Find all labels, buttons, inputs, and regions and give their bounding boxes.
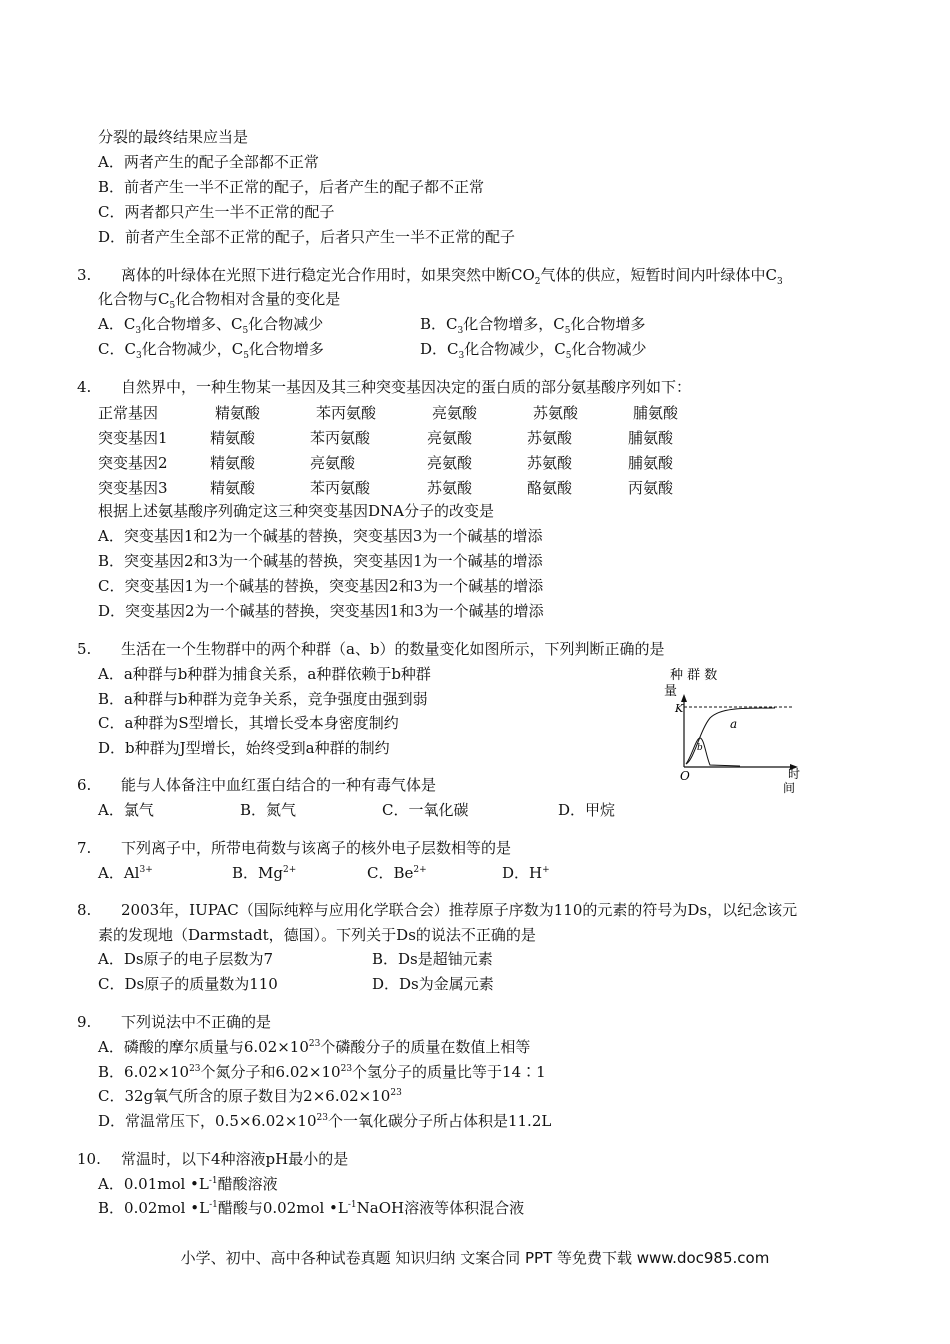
q9-option-c: C．32g氧气所含的原子数目为$2\times 6.02\times 10^{23}$ xyxy=(98,1087,402,1105)
q5-stem: 5. 生活在一个生物群中的两个种群（a、b）的数量变化如图所示，下列判断正确的是 xyxy=(77,640,665,658)
table-cell: 苏氨酸 xyxy=(533,404,579,422)
q6-option-c: C．一氧化碳 xyxy=(382,801,469,819)
q4-option-d: D．突变基因2为一个碱基的替换，突变基因1和3为一个碱基的增添 xyxy=(98,602,544,620)
q7-option-b: B．$Mg^{2+}$ xyxy=(232,864,297,882)
q10-stem: 10. 常温时，以下4种溶液pH最小的是 xyxy=(77,1150,349,1168)
q4-option-b: B．突变基因2和3为一个碱基的替换，突变基因1为一个碱基的增添 xyxy=(98,552,543,570)
q3-number: 3. xyxy=(77,266,92,284)
table-cell: 脯氨酸 xyxy=(628,429,674,447)
q6-number: 6. xyxy=(77,776,92,794)
q3-option-c: C．$C_3$化合物减少，$C_5$化合物增多 xyxy=(98,340,324,361)
q5-number: 5. xyxy=(77,640,92,658)
graph-a-label: a xyxy=(730,717,738,731)
graph-y-label-1: 种 群 数 xyxy=(670,668,718,683)
table-cell: 正常基因 xyxy=(98,404,159,422)
q9-option-d: D．常温常压下，$0.5\times 6.02\times 10^{23}$个一氧化碳分子所占体积是11.2L xyxy=(98,1112,552,1130)
q4-question: 根据上述氨基酸序列确定这三种突变基因DNA分子的改变是 xyxy=(98,502,494,520)
graph-origin-label: O xyxy=(680,769,690,783)
q7-option-a: A．$Al^{3+}$ xyxy=(98,864,153,882)
q2-option-d: D．前者产生全部不正常的配子，后者只产生一半不正常的配子 xyxy=(98,228,516,246)
table-cell: 精氨酸 xyxy=(210,429,256,447)
table-cell: 精氨酸 xyxy=(210,479,256,497)
q7-number: 7. xyxy=(77,839,92,857)
q8-option-a: A．Ds原子的电子层数为7 xyxy=(98,950,274,968)
q6-option-b: B．氮气 xyxy=(240,801,297,819)
q3-line2: 化合物与$C_5$化合物相对含量的变化是 xyxy=(98,290,341,311)
q7-option-d: D．H+ xyxy=(502,864,550,882)
q6-option-a: A．氯气 xyxy=(98,801,154,819)
q10-option-a: A．0.01mol $•L^{-1}$醋酸溶液 xyxy=(98,1175,278,1193)
table-cell: 精氨酸 xyxy=(215,404,261,422)
table-cell: 苯丙氨酸 xyxy=(316,404,377,422)
table-cell: 亮氨酸 xyxy=(310,454,356,472)
q9-stem: 9. 下列说法中不正确的是 xyxy=(77,1013,272,1031)
table-cell: 苏氨酸 xyxy=(527,429,573,447)
q7-stem: 7. 下列离子中，所带电荷数与该离子的核外电子层数相等的是 xyxy=(77,839,512,857)
q2-option-b: B．前者产生一半不正常的配子，后者产生的配子都不正常 xyxy=(98,178,485,196)
graph-b-label: b xyxy=(697,743,703,753)
q4-option-c: C．突变基因1为一个碱基的替换，突变基因2和3为一个碱基的增添 xyxy=(98,577,544,595)
q4-number: 4. xyxy=(77,378,92,396)
table-cell: 突变基因1 xyxy=(98,429,168,447)
table-cell: 苯丙氨酸 xyxy=(310,429,371,447)
table-cell: 苏氨酸 xyxy=(527,454,573,472)
table-cell: 精氨酸 xyxy=(210,454,256,472)
q8-option-b: B．Ds是超铀元素 xyxy=(372,950,493,968)
table-cell: 苏氨酸 xyxy=(427,479,473,497)
q3-option-d: D．$C_3$化合物减少，$C_5$化合物减少 xyxy=(420,340,647,361)
q3-line1: 3. 离体的叶绿体在光照下进行稳定光合作用时，如果突然中断$CO_2$气体的供应，短暂时间内叶绿体中$C_3$ xyxy=(77,266,783,287)
table-cell: 亮氨酸 xyxy=(427,429,473,447)
q5-option-a: A．a种群与b种群为捕食关系，a种群依赖于b种群 xyxy=(98,665,431,683)
q5-option-b: B．a种群与b种群为竞争关系，竞争强度由强到弱 xyxy=(98,690,428,708)
q2-option-c: C．两者都只产生一半不正常的配子 xyxy=(98,203,335,221)
table-cell: 亮氨酸 xyxy=(427,454,473,472)
graph-k-label: K xyxy=(675,702,684,715)
table-cell: 苯丙氨酸 xyxy=(310,479,371,497)
q4-stem: 4. 自然界中，一种生物某一基因及其三种突变基因决定的蛋白质的部分氨基酸序列如下： xyxy=(77,378,692,396)
q3-option-b: B．$C_3$化合物增多，$C_5$化合物增多 xyxy=(420,315,646,336)
q9-option-a: A．磷酸的摩尔质量与$6.02\times 10^{23}$个磷酸分子的质量在数值上相等 xyxy=(98,1038,531,1056)
q6-option-d: D．甲烷 xyxy=(558,801,616,819)
q5-option-c: C．a种群为S型增长，其增长受本身密度制约 xyxy=(98,714,399,732)
q8-line2: 素的发现地（Darmstadt，德国）。下列关于Ds的说法不正确的是 xyxy=(98,926,536,944)
table-cell: 突变基因2 xyxy=(98,454,168,472)
table-cell: 脯氨酸 xyxy=(633,404,679,422)
q10-option-b: B．0.02mol $•L^{-1}$醋酸与0.02mol $•L^{-1}NaOH$溶液等体积混合液 xyxy=(98,1199,525,1217)
q8-option-d: D．Ds为金属元素 xyxy=(372,975,494,993)
q8-number: 8. xyxy=(77,901,92,919)
table-cell: 脯氨酸 xyxy=(628,454,674,472)
q8-option-c: C．Ds原子的质量数为110 xyxy=(98,975,278,993)
graph-y-label-2: 量 xyxy=(664,684,678,699)
q2-option-a: A．两者产生的配子全部都不正常 xyxy=(98,153,319,171)
q7-option-c: C．$Be^{2+}$ xyxy=(367,864,427,882)
population-graph xyxy=(660,660,810,800)
page-footer: 小学、初中、高中各种试卷真题 知识归纳 文案合同 PPT 等免费下载 www.doc985.com xyxy=(180,1249,770,1267)
table-cell: 酪氨酸 xyxy=(527,479,573,497)
table-cell: 突变基因3 xyxy=(98,479,168,497)
q5-option-d: D．b种群为J型增长，始终受到a种群的制约 xyxy=(98,739,390,757)
q3-option-a: A．$C_3$化合物增多、$C_5$化合物减少 xyxy=(98,315,324,336)
graph-x-label-1: 时 xyxy=(788,767,801,781)
table-cell: 亮氨酸 xyxy=(432,404,478,422)
q8-line1: 8. 2003年，IUPAC（国际纯粹与应用化学联合会）推荐原子序数为110的元素的符号为Ds，以纪念该元 xyxy=(77,901,798,919)
q9-option-b: B．$6.02\times 10^{23}$个氮分子和$6.02\times 10^{23}$个氢分子的质量比等于14∶1 xyxy=(98,1063,546,1081)
q2-stem-continuation: 分裂的最终结果应当是 xyxy=(98,128,249,146)
q9-number: 9. xyxy=(77,1013,92,1031)
q10-number: 10. xyxy=(77,1150,101,1168)
q6-stem: 6. 能与人体备注中血红蛋白结合的一种有毒气体是 xyxy=(77,776,437,794)
table-cell: 丙氨酸 xyxy=(628,479,674,497)
graph-x-label-2: 间 xyxy=(783,781,796,795)
q4-option-a: A．突变基因1和2为一个碱基的替换，突变基因3为一个碱基的增添 xyxy=(98,527,543,545)
